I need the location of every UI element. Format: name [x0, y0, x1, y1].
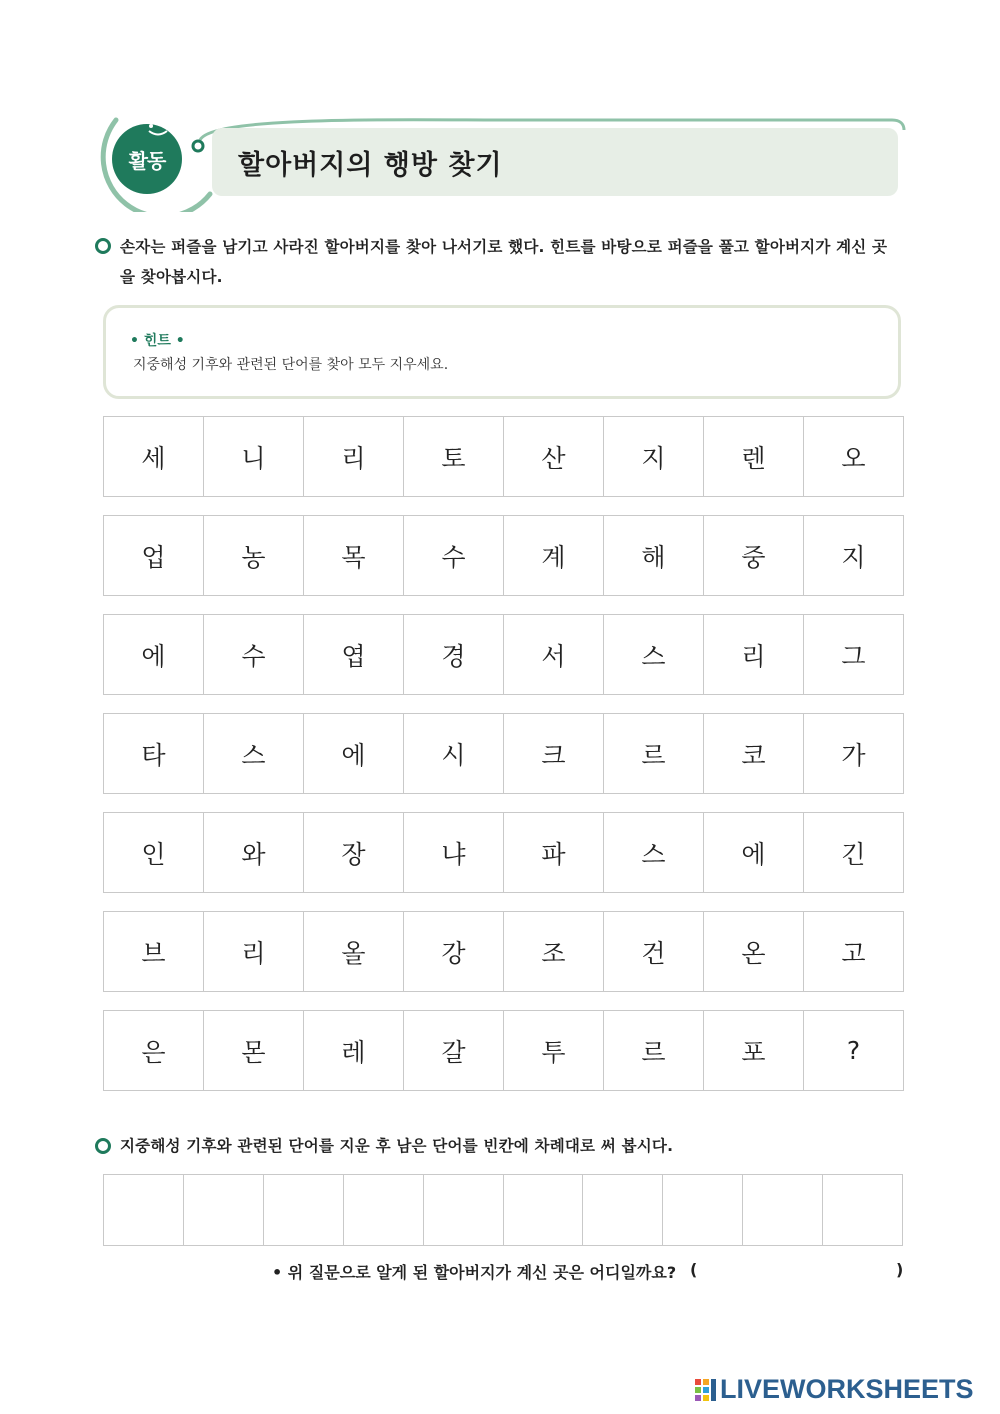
puzzle-cell[interactable]: 강 — [404, 912, 504, 991]
puzzle-cell[interactable]: 세 — [104, 417, 204, 496]
puzzle-cell[interactable]: 수 — [204, 615, 304, 694]
puzzle-cell[interactable]: 스 — [604, 813, 704, 892]
page-title: 할아버지의 행방 찾기 — [238, 150, 503, 181]
answer-cell[interactable] — [264, 1175, 344, 1245]
puzzle-cell[interactable]: ? — [804, 1011, 904, 1090]
puzzle-cell[interactable]: 업 — [104, 516, 204, 595]
puzzle-cell[interactable]: 장 — [304, 813, 404, 892]
puzzle-row — [103, 416, 904, 497]
puzzle-cell[interactable]: 에 — [304, 714, 404, 793]
hint-box — [103, 305, 901, 399]
puzzle-cell[interactable]: 토 — [404, 417, 504, 496]
puzzle-cell[interactable]: 코 — [704, 714, 804, 793]
activity-badge-label: 활동 — [128, 148, 166, 173]
bullet-circle-icon — [95, 1138, 111, 1154]
answer-cell[interactable] — [184, 1175, 264, 1245]
puzzle-cell[interactable]: 레 — [304, 1011, 404, 1090]
puzzle-cell[interactable]: 니 — [204, 417, 304, 496]
puzzle-cell[interactable]: 고 — [804, 912, 904, 991]
final-answer-blank[interactable] — [705, 1256, 890, 1284]
puzzle-cell[interactable]: 그 — [804, 615, 904, 694]
liveworksheets-logo-icon — [694, 1377, 718, 1403]
puzzle-row — [103, 911, 904, 992]
puzzle-cell[interactable]: 은 — [104, 1011, 204, 1090]
puzzle-cell[interactable]: 르 — [604, 1011, 704, 1090]
answer-row — [103, 1174, 903, 1246]
puzzle-cell[interactable]: 오 — [804, 417, 904, 496]
puzzle-cell[interactable]: 긴 — [804, 813, 904, 892]
smile-icon — [143, 122, 173, 138]
puzzle-cell[interactable]: 리 — [704, 615, 804, 694]
puzzle-cell[interactable]: 갈 — [404, 1011, 504, 1090]
puzzle-row — [103, 713, 904, 794]
answer-cell[interactable] — [504, 1175, 584, 1245]
answer-paren-open: ( — [690, 1260, 698, 1279]
puzzle-cell[interactable]: 타 — [104, 714, 204, 793]
puzzle-cell[interactable]: 중 — [704, 516, 804, 595]
instruction-line-2: 을 찾아봅시다. — [120, 268, 223, 286]
puzzle-cell[interactable]: 브 — [104, 912, 204, 991]
instruction-line-1: 손자는 퍼즐을 남기고 사라진 할아버지를 찾아 나서기로 했다. 힌트를 바탕으로 퍼즐을 풀고 할아버지가 계신 곳 — [120, 238, 888, 256]
answer-cell[interactable] — [424, 1175, 504, 1245]
puzzle-cell[interactable]: 스 — [204, 714, 304, 793]
puzzle-row — [103, 1010, 904, 1091]
puzzle-cell[interactable]: 와 — [204, 813, 304, 892]
puzzle-cell[interactable]: 리 — [304, 417, 404, 496]
puzzle-cell[interactable]: 인 — [104, 813, 204, 892]
puzzle-row — [103, 614, 904, 695]
puzzle-cell[interactable]: 엽 — [304, 615, 404, 694]
puzzle-cell[interactable]: 서 — [504, 615, 604, 694]
puzzle-cell[interactable]: 해 — [604, 516, 704, 595]
puzzle-cell[interactable]: 리 — [204, 912, 304, 991]
answer-cell[interactable] — [583, 1175, 663, 1245]
instruction-2: 지중해성 기후와 관련된 단어를 지운 후 남은 단어를 빈칸에 차례대로 써 봅시다. — [120, 1137, 674, 1155]
puzzle-cell[interactable]: 가 — [804, 714, 904, 793]
puzzle-cell[interactable]: 산 — [504, 417, 604, 496]
puzzle-cell[interactable]: 스 — [604, 615, 704, 694]
answer-paren-close: ) — [896, 1260, 904, 1279]
puzzle-cell[interactable]: 몬 — [204, 1011, 304, 1090]
puzzle-cell[interactable]: 수 — [404, 516, 504, 595]
puzzle-cell[interactable]: 농 — [204, 516, 304, 595]
puzzle-cell[interactable]: 파 — [504, 813, 604, 892]
puzzle-cell[interactable]: 목 — [304, 516, 404, 595]
logo-text: LIVEWORKSHEETS — [720, 1374, 974, 1404]
puzzle-cell[interactable]: 지 — [604, 417, 704, 496]
puzzle-cell[interactable]: 렌 — [704, 417, 804, 496]
final-question: • 위 질문으로 알게 된 할아버지가 계신 곳은 어디일까요? — [272, 1263, 677, 1282]
puzzle-cell[interactable]: 에 — [704, 813, 804, 892]
puzzle-cell[interactable]: 건 — [604, 912, 704, 991]
answer-cell[interactable] — [823, 1175, 902, 1245]
puzzle-cell[interactable]: 경 — [404, 615, 504, 694]
puzzle-cell[interactable]: 올 — [304, 912, 404, 991]
answer-cell[interactable] — [743, 1175, 823, 1245]
puzzle-cell[interactable]: 냐 — [404, 813, 504, 892]
puzzle-row — [103, 812, 904, 893]
answer-cell[interactable] — [104, 1175, 184, 1245]
answer-cell[interactable] — [663, 1175, 743, 1245]
puzzle-cell[interactable]: 온 — [704, 912, 804, 991]
puzzle-cell[interactable]: 시 — [404, 714, 504, 793]
puzzle-row — [103, 515, 904, 596]
hint-text: 지중해성 기후와 관련된 단어를 찾아 모두 지우세요. — [133, 357, 449, 373]
bullet-circle-icon — [95, 238, 111, 254]
puzzle-cell[interactable]: 조 — [504, 912, 604, 991]
answer-cell[interactable] — [344, 1175, 424, 1245]
puzzle-cell[interactable]: 크 — [504, 714, 604, 793]
puzzle-cell[interactable]: 지 — [804, 516, 904, 595]
puzzle-cell[interactable]: 포 — [704, 1011, 804, 1090]
hint-title: • 힌트 • — [130, 333, 185, 349]
puzzle-cell[interactable]: 에 — [104, 615, 204, 694]
puzzle-cell[interactable]: 계 — [504, 516, 604, 595]
puzzle-cell[interactable]: 투 — [504, 1011, 604, 1090]
puzzle-cell[interactable]: 르 — [604, 714, 704, 793]
liveworksheets-logo — [694, 1374, 974, 1405]
